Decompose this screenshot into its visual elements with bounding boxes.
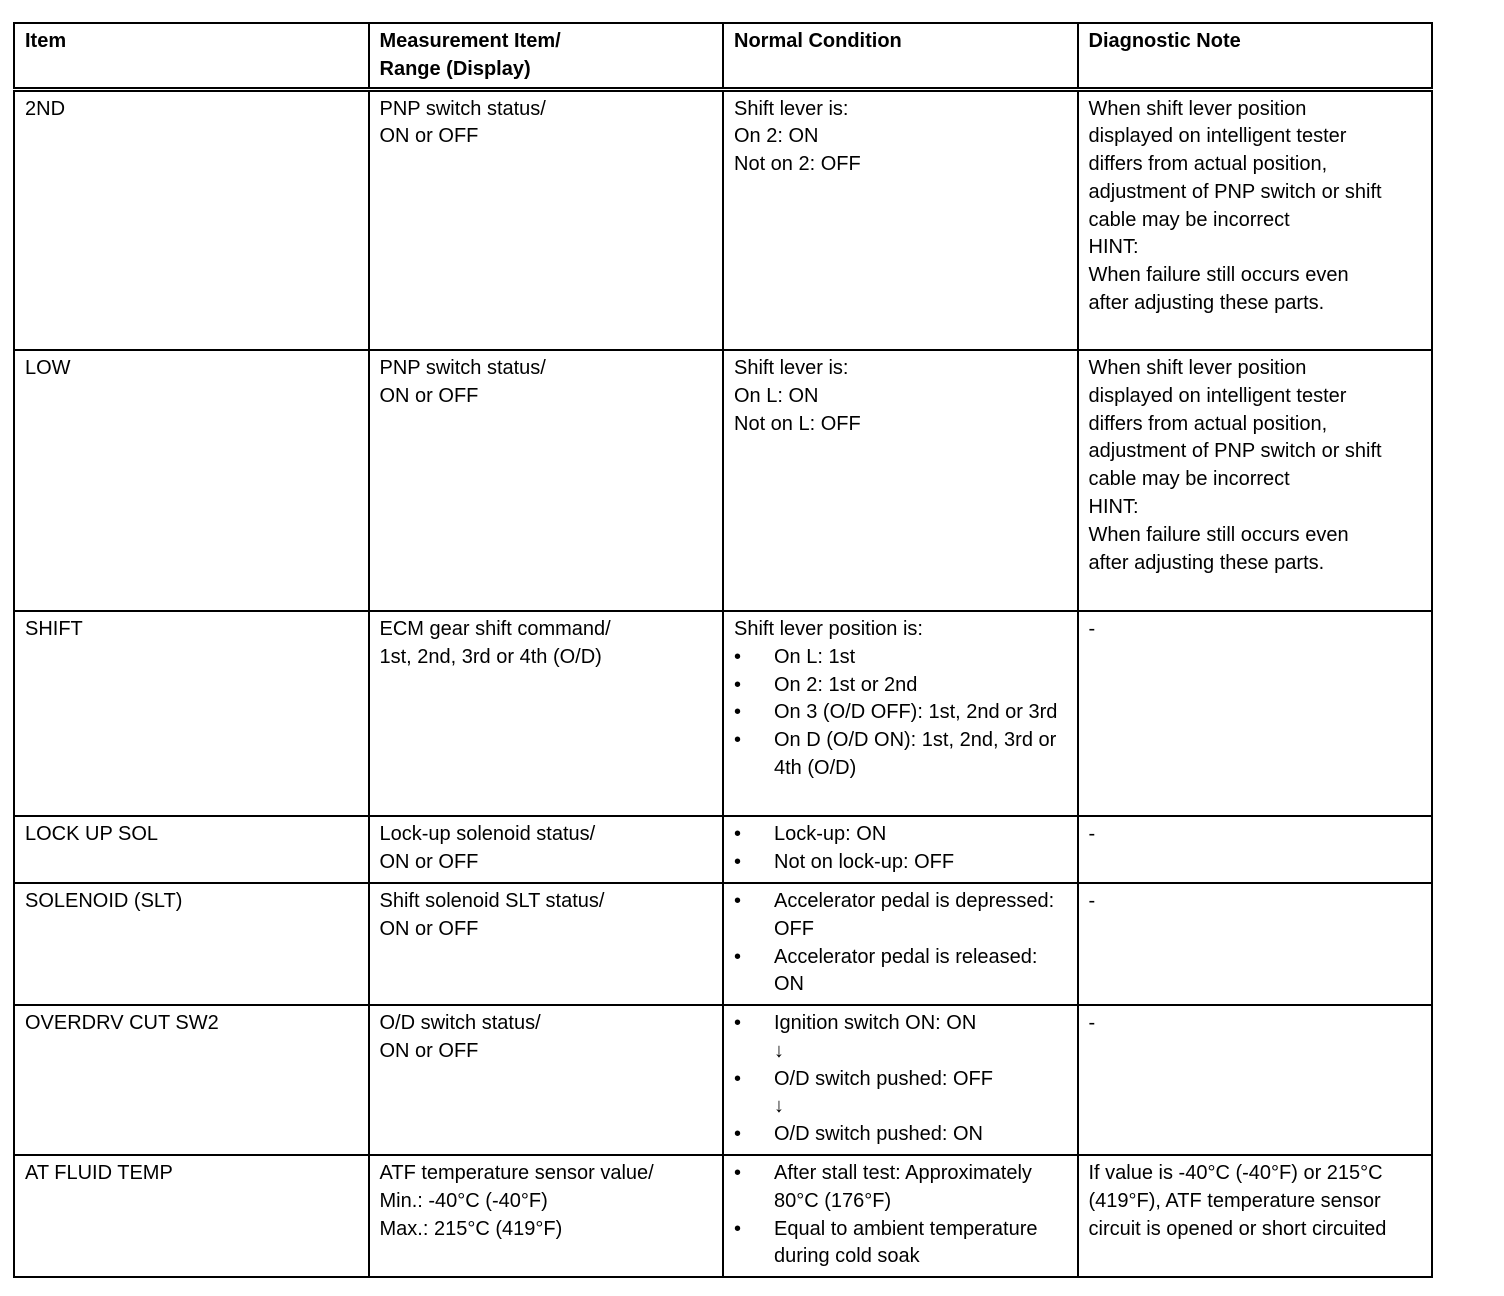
measurement-cell: ECM gear shift command/ 1st, 2nd, 3rd or 4th (O/D) xyxy=(369,611,724,816)
data-list-table xyxy=(13,22,1433,1278)
item-cell: OVERDRV CUT SW2 xyxy=(14,1005,369,1155)
normal-condition-bullet-list xyxy=(734,1121,1067,1149)
normal-condition-bullet-list xyxy=(734,1160,1067,1271)
normal-condition-cell xyxy=(723,1005,1078,1155)
header-diagnostic-note: Diagnostic Note xyxy=(1078,23,1433,89)
table-row xyxy=(14,1005,1432,1155)
normal-condition-cell: Shift lever position is: • On L: 1st • On 2: 1st or 2nd • On 3 (O/D OFF): 1st, 2nd or 3rd • On D (O/D ON): 1st, 2nd, 3rd or 4th (O/D) xyxy=(723,611,1078,816)
bullet-item: • O/D switch pushed: ON xyxy=(734,1121,1067,1149)
bullet-item: • On 2: 1st or 2nd xyxy=(734,672,1067,700)
measurement-cell: ATF temperature sensor value/ Min.: -40°C (-40°F) Max.: 215°C (419°F) xyxy=(369,1155,724,1277)
normal-condition-cell: Shift lever is: On 2: ON Not on 2: OFF xyxy=(723,89,1078,350)
normal-condition-bullet-list xyxy=(734,1066,1067,1094)
table-header-row xyxy=(14,23,1432,89)
diagnostic-note-cell: - xyxy=(1078,883,1433,1005)
bullet-item: • On 3 (O/D OFF): 1st, 2nd or 3rd xyxy=(734,699,1067,727)
measurement-cell: PNP switch status/ ON or OFF xyxy=(369,350,724,611)
normal-condition-cell xyxy=(723,883,1078,1005)
table-row xyxy=(14,1155,1432,1277)
item-cell: LOW xyxy=(14,350,369,611)
bullet-item: • On D (O/D ON): 1st, 2nd, 3rd or 4th (O/D) xyxy=(734,727,1067,783)
bullet-item: • Equal to ambient temperature during cold soak xyxy=(734,1216,1067,1272)
bullet-item: • Accelerator pedal is depressed: OFF xyxy=(734,888,1067,944)
bullet-item: • On L: 1st xyxy=(734,644,1067,672)
normal-condition-cell xyxy=(723,816,1078,883)
header-measurement: Measurement Item/ Range (Display) xyxy=(369,23,724,89)
diagnostic-note-cell: - xyxy=(1078,611,1433,816)
bullet-item: • Not on lock-up: OFF xyxy=(734,849,1067,877)
diagnostic-note-cell: When shift lever position displayed on intelligent tester differs from actual position, adjustment of PNP switch or shift cable may be incorrect HINT: When failure still occurs even after adjusting these parts. xyxy=(1078,350,1433,611)
data-list-table-container xyxy=(13,22,1431,1278)
bullet-item: • O/D switch pushed: OFF xyxy=(734,1066,1067,1094)
diagnostic-note-cell: When shift lever position displayed on intelligent tester differs from actual position, adjustment of PNP switch or shift cable may be incorrect HINT: When failure still occurs even after adjusting these parts. xyxy=(1078,89,1433,350)
header-normal-condition: Normal Condition xyxy=(723,23,1078,89)
diagnostic-note-cell: - xyxy=(1078,1005,1433,1155)
header-item: Item xyxy=(14,23,369,89)
bullet-item: • Accelerator pedal is released: ON xyxy=(734,944,1067,1000)
table-row xyxy=(14,611,1432,816)
bullet-item: • Ignition switch ON: ON xyxy=(734,1010,1067,1038)
normal-condition-bullet-list xyxy=(734,821,1067,877)
table-row xyxy=(14,816,1432,883)
measurement-cell: O/D switch status/ ON or OFF xyxy=(369,1005,724,1155)
normal-condition-bullet-list xyxy=(734,644,1067,783)
normal-condition-bullet-list xyxy=(734,888,1067,999)
normal-condition-bullet-list xyxy=(734,1010,1067,1038)
normal-condition-cell xyxy=(723,1155,1078,1277)
down-arrow-icon: ↓ xyxy=(774,1039,784,1062)
item-cell: AT FLUID TEMP xyxy=(14,1155,369,1277)
diagnostic-note-cell: If value is -40°C (-40°F) or 215°C (419°F), ATF temperature sensor circuit is opened or short circuited xyxy=(1078,1155,1433,1277)
item-cell: LOCK UP SOL xyxy=(14,816,369,883)
normal-condition-cell: Shift lever is: On L: ON Not on L: OFF xyxy=(723,350,1078,611)
measurement-cell: Shift solenoid SLT status/ ON or OFF xyxy=(369,883,724,1005)
bullet-item: • After stall test: Approximately 80°C (176°F) xyxy=(734,1160,1067,1216)
item-cell: SHIFT xyxy=(14,611,369,816)
diagnostic-note-cell: - xyxy=(1078,816,1433,883)
down-arrow-icon: ↓ xyxy=(774,1095,784,1118)
bullet-item: • Lock-up: ON xyxy=(734,821,1067,849)
table-row xyxy=(14,89,1432,350)
item-cell: 2ND xyxy=(14,89,369,350)
item-cell: SOLENOID (SLT) xyxy=(14,883,369,1005)
measurement-cell: Lock-up solenoid status/ ON or OFF xyxy=(369,816,724,883)
table-row xyxy=(14,350,1432,611)
measurement-cell: PNP switch status/ ON or OFF xyxy=(369,89,724,350)
table-row xyxy=(14,883,1432,1005)
